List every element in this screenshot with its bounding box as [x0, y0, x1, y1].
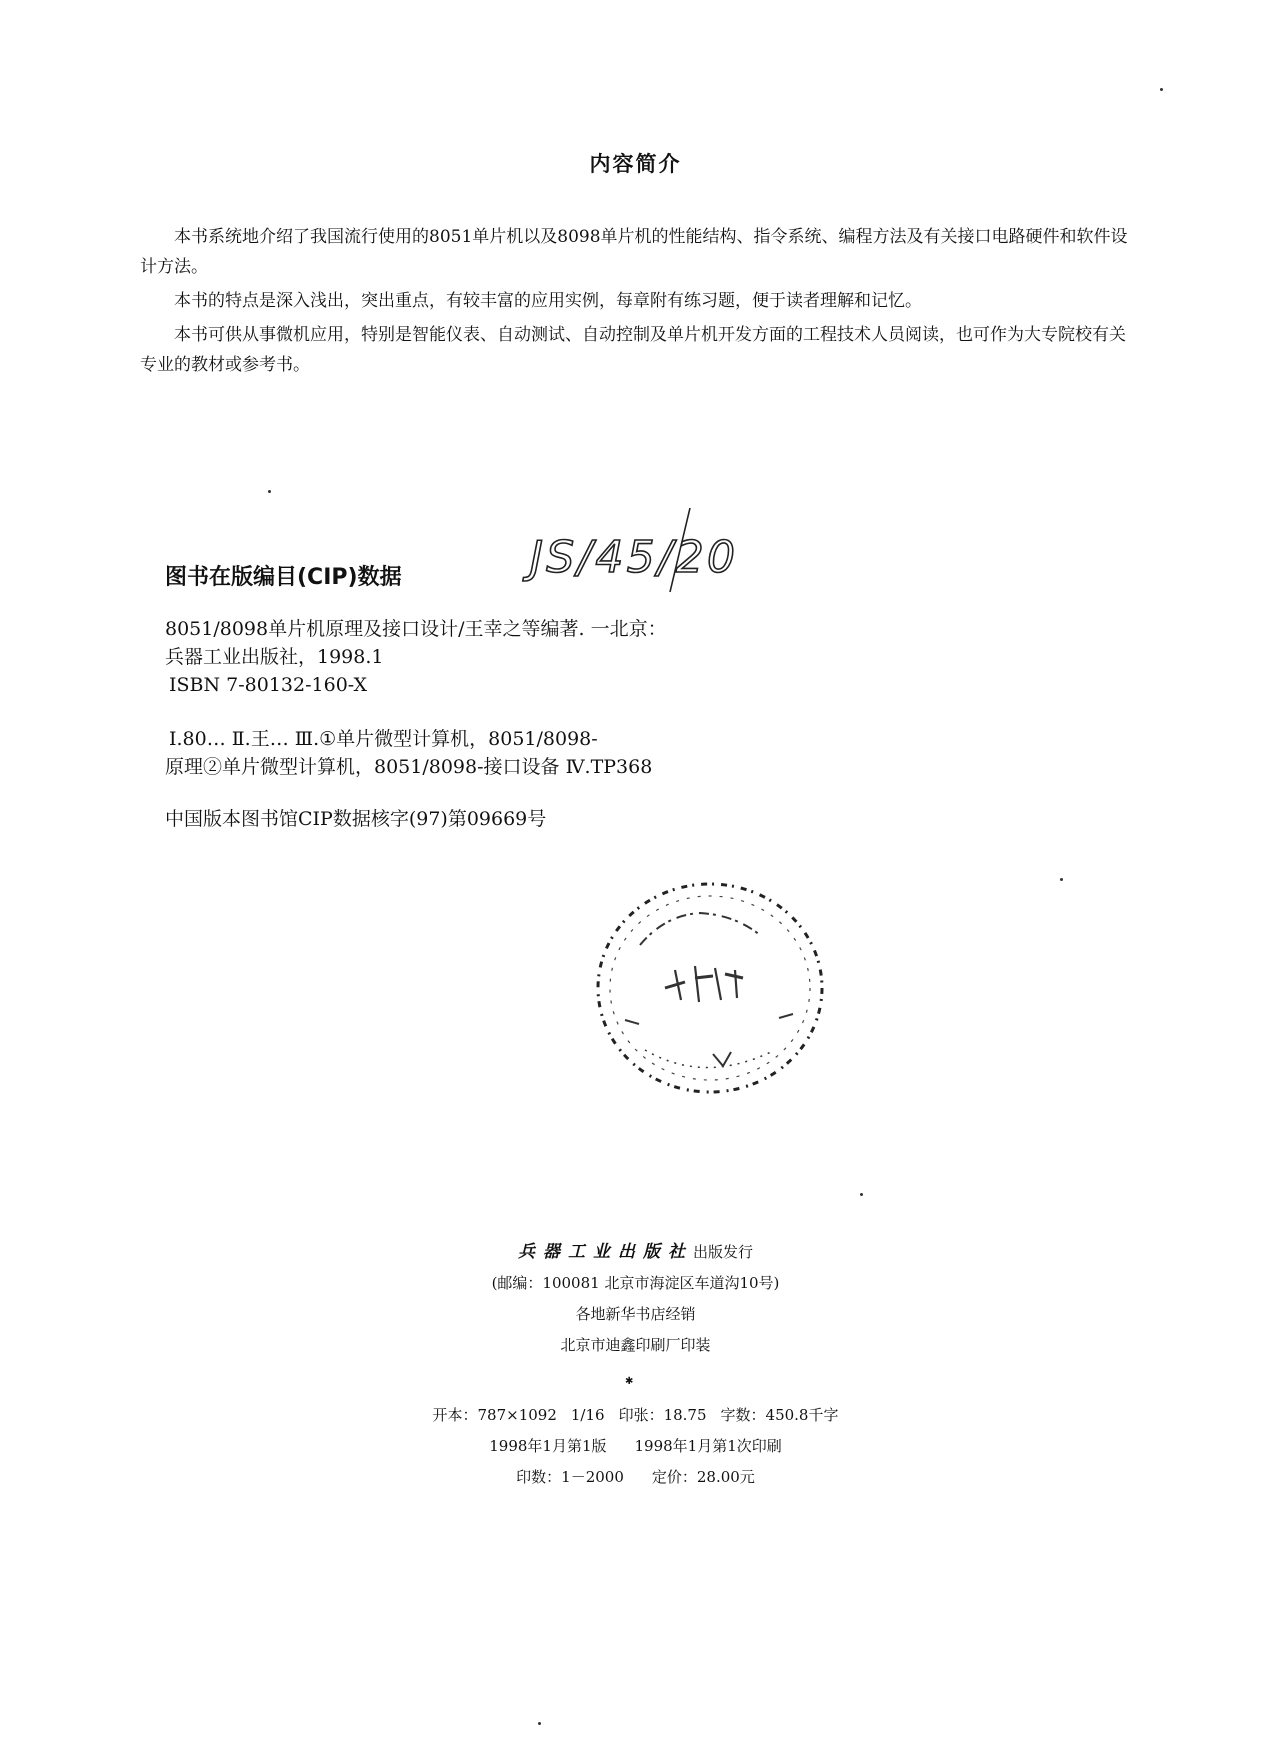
- edition-line: [0, 1431, 1271, 1462]
- separator-star-icon: ✱: [625, 1376, 634, 1387]
- scan-speck: [860, 1193, 863, 1196]
- book-fraction: 1/16: [570, 1406, 605, 1424]
- intro-paragraph-1: 本书系统地介绍了我国流行使用的8051单片机以及8098单片机的性能结构、指令系统、编程方法及有关接口电路硬件和软件设计方法。: [140, 227, 1128, 277]
- cip-classification: [165, 725, 825, 781]
- intro-text: [140, 222, 1140, 380]
- cip-library-record: [165, 805, 825, 833]
- cip-entry: [165, 615, 825, 699]
- colophon-publisher: [0, 1237, 1271, 1361]
- scan-speck: [538, 1722, 541, 1725]
- intro-paragraph-2: 本书的特点是深入浅出，突出重点，有较丰富的应用实例，每章附有练习题，便于读者理解和记忆。: [174, 291, 922, 311]
- library-seal-icon: [585, 870, 835, 1110]
- scan-speck: [1060, 878, 1063, 881]
- publisher-line: [0, 1237, 1271, 1268]
- cip-library-line: 中国版本图书馆CIP数据核字(97)第09669号: [165, 808, 547, 830]
- cip-entry-line-1: 8051/8098单片机原理及接口设计/王幸之等编著. 一北京：: [165, 618, 667, 640]
- cip-class-line-2: 原理②单片微型计算机，8051/8098-接口设备 Ⅳ.TP368: [165, 756, 653, 778]
- cip-entry-line-2: 兵器工业出版社，1998.1: [165, 646, 384, 668]
- book-format: 开本：787×1092: [432, 1406, 557, 1424]
- format-line: [0, 1400, 1271, 1431]
- book-edition: 1998年1月第1版: [489, 1437, 607, 1455]
- cip-title: 图书在版编目(CIP)数据: [165, 565, 402, 590]
- scan-speck: [268, 490, 271, 493]
- publisher-suffix: 出版发行: [692, 1243, 753, 1261]
- book-word-count: 字数：450.8千字: [720, 1406, 839, 1424]
- publisher-name: 兵器工业出版社: [517, 1242, 693, 1262]
- cip-class-line-1: Ⅰ.80… Ⅱ.王… Ⅲ.①单片微型计算机，8051/8098-: [169, 728, 598, 750]
- handwritten-note-text: JS/45/20: [530, 532, 735, 583]
- colophon-specs: [0, 1400, 1271, 1493]
- book-sheets: 印张：18.75: [618, 1406, 707, 1424]
- cip-isbn: ISBN 7-80132-160-X: [169, 674, 368, 696]
- book-printing: 1998年1月第1次印刷: [634, 1437, 782, 1455]
- handwritten-note: [520, 500, 750, 595]
- book-price: 定价：28.00元: [651, 1468, 755, 1486]
- publisher-address: (邮编：100081 北京市海淀区车道沟10号): [491, 1274, 780, 1292]
- distribution-line: 各地新华书店经销: [575, 1305, 696, 1323]
- scan-speck: [1160, 88, 1163, 91]
- print-run: 印数：1－2000: [516, 1468, 624, 1486]
- intro-title: 内容简介: [589, 152, 682, 176]
- run-line: [0, 1462, 1271, 1493]
- intro-paragraph-3: 本书可供从事微机应用，特别是智能仪表、自动测试、自动控制及单片机开发方面的工程技术人员阅读，也可作为大专院校有关专业的教材或参考书。: [140, 325, 1126, 375]
- printer-line: 北京市迪鑫印刷厂印装: [560, 1336, 711, 1354]
